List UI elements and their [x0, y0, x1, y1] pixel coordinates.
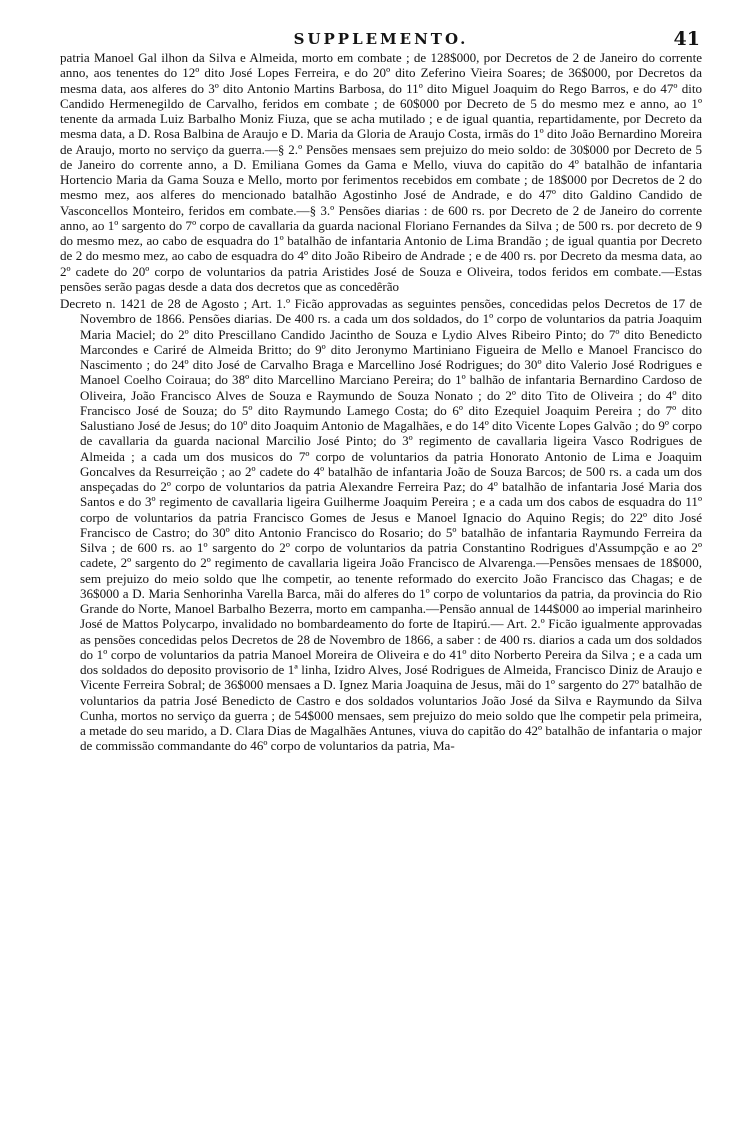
page-header: [60, 24, 702, 50]
decree-heading: Decreto n. 1421 de 28 de Agosto ;: [60, 296, 248, 311]
running-head: SUPPLEMENTO.: [293, 30, 469, 48]
decree-body: Art. 1.º Ficão approvadas as seguintes pensões, concedidas pelos Decretos de 17 de Novembro de 1866. Pensões diarias. De 400 rs. a cada um dos soldados, do 1º corpo de voluntarios da patria Joaquim Maria Maciel; do 2º dito Prescillano Candido Jacintho de Souza e Lydio Alves Ribeiro Pinto; do 7º dito Benedicto Marcondes e Cariré de Almeida Britto; do 9º dito Jeronymo Martiniano Figueira de Mello e Manoel Francisco do Nascimento ; do 24º dito José de Carvalho Braga e Marcellino José Rodrigues; do 30º dito Valerio José Rodrigues e Manoel Coelho Coiraua; do 38º dito Marcellino Marciano Pereira; do 1º balhão de infantaria Bernardino Cardoso de Oliveira, João Francisco Alves de Souza e Raymundo de Souza Nonato ; do 2º dito Tito de Oliveira ; do 4º dito Francisco José de Souza; do 5º dito Raymundo Lamego Costa; do 6º dito Ezequiel Joaquim Pereira ; do 7º dito Salustiano José de Jesus; do 10º dito Joaquim Antonio de Magalhães, e do 14º dito Vicente Lopes Galvão ; do 9º corpo de cavallaria da guarda nacional Marcilio José Pinto; do 3º regimento de cavallaria ligeira Vasco Rodrigues de Almeida ; a cada um dos musicos do 7º corpo de voluntarios da patria Honorato Antonio de Lima e Joaquim Goncalves da Resurreição ; ao 2º cadete do 4º batalhão de infantaria João de Souza Barcos; de 500 rs. a cada um dos anspeçadas do 2º corpo de voluntarios da patria Alexandre Ferreira Paz; do 4º batalhão de infantaria José Maria dos Santos e do 3º regimento de cavallaria ligeira Guilherme Joaquim Pereira ; e a cada um dos cabos de esquadra do 11º corpo de voluntarios da patria Francisco Gomes de Jesus e Manoel Ignacio do Aquino Regis; do 22º dito José Francisco de Castro; do 30º dito Antonio Francisco do Rosario; do 5º batalhão de infantaria Raymundo Ferreira da Silva ; de 600 rs. ao 1º sargento do 2º corpo de voluntarios da patria Constantino Rodrigues d'Assumpção e ao 2º cadete, 2º sargento do 2º regimento de cavallaria ligeira João Francisco de Alvarenga.—Pensões mensaes de 18$000, sem prejuizo do meio soldo que lhe competir, ao tenente reformado do exercito João Francisco das Chagas; e de 36$000 a D. Maria Senhorinha Varella Barca, mãi do alferes do 1º corpo de voluntarios da patria, da provincia do Rio Grande do Norte, Manoel Barbalho Bezerra, morto em campanha.—Pensão annual de 144$000 ao imperial marinheiro José de Mattos Polycarpo, invalidado no bombardeamento do forte de Itapirú.— Art. 2.º Ficão igualmente approvadas as pensões concedidas pelos Decretos de 28 de Novembro de 1866, a saber : de 400 rs. diarios a cada um dos soldados do 1º corpo de voluntarios da patria Manoel Moreira de Oliveira e do 41º dito Norberto Pereira da Silva ; e a cada um dos soldados do deposito provisorio de 1ª linha, Izidro Alves, José Rodrigues de Almeida, Francisco Diniz de Araujo e Vicente Ferreira Sobral; de 36$000 mensaes a D. Ignez Maria Joaquina de Jesus, mãi do 1º sargento do 27º batalhão de voluntarios da patria José Benedicto de Castro e dos soldados voluntarios João José da Silva e Raymundo da Silva Cunha, mortos no serviço da guerra ; de 54$000 mensaes, sem prejuizo do meio soldo que lhe competir pela primeira, a metade do seu marido, a D. Clara Dias de Magalhães Antunes, viuva do capitão do 42º batalhão de infantaria o major de commissão commandante do 46º corpo de voluntarios da patria, Ma-: [80, 296, 702, 754]
body-text: [60, 50, 702, 754]
paragraph-decree-1421: [60, 296, 702, 754]
paragraph-continuation: patria Manoel Gal ilhon da Silva e Almeida, morto em combate ; de 128$000, por Decretos de 2 de Janeiro do corrente anno, aos tenentes do 12º dito José Lopes Ferreira, e do 20º dito Zeferino Vieira Soares; de 36$000, por Decretos da mesma data, aos alferes do 3º dito Antonio Martins Barbosa, do 11º dito Miguel Joaquim do Rego Barros, e do 47º dito Candido Hermenegildo de Carvalho, feridos em combate ; de 60$000 por Decreto de 5 do mesmo mez e anno, ao 1º tenente da armada Luiz Barbalho Moniz Fiuza, que se acha mutilado ; e de igual quantia, repartidamente, por Decreto da mesma data, a D. Rosa Balbina de Araujo e D. Maria da Gloria de Araujo Costa, irmãs do 1º dito João Bernardino Moreira de Araujo, morto no serviço da guerra.—§ 2.º Pensões mensaes sem prejuizo do meio soldo: de 30$000 por Decreto de 5 de Janeiro do corrente anno, a D. Emiliana Gomes da Gama e Mello, viuva do capitão do 4º batalhão de infantaria Hortencio Maria da Gama Souza e Mello, morto por ferimentos recebidos em combate ; de 18$000 por Decretos de 2 do mesmo mez, aos alferes do mencionado batalhão Agostinho José de Andrade, e do 47º dito Galdino Candido de Vasconcellos Monteiro, feridos em combate.—§ 3.º Pensões diarias : de 600 rs. por Decreto de 2 de Janeiro do corrente anno, ao 1º sargento do 7º corpo de cavallaria da guarda nacional Floriano Fernandes da Silva ; de 500 rs. por decreto de 9 do mesmo mez, ao cabo de esquadra do 1º batalhão de infantaria Antonio de Lima Brandão ; de igual quantia por Decreto de 2 do mesmo mez, ao cabo de esquadra do 4º dito João Ribeiro de Andrade ; e de 400 rs. por Decreto da mesma data, ao 2º cadete do 20º corpo de voluntarios da patria Aristides José de Souza e Oliveira, todos feridos em combate.—Estas pensões serão pagas desde a data dos decretos que as concedêrão: [60, 50, 702, 294]
page-number: 41: [673, 28, 700, 50]
